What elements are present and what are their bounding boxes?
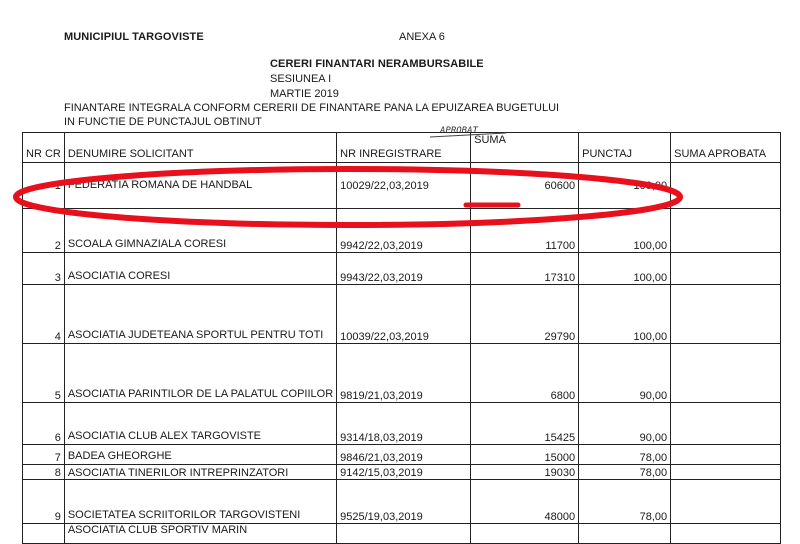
row-nr: 5 xyxy=(23,344,65,403)
row-nr: 4 xyxy=(23,285,65,344)
date-label: MARTIE 2019 xyxy=(270,88,339,100)
row-suma-aprobata xyxy=(671,480,781,524)
row-name: FEDERATIA ROMANA DE HANDBAL xyxy=(64,163,336,209)
table-row xyxy=(23,445,781,465)
table-row xyxy=(23,465,781,480)
table-row xyxy=(23,163,781,209)
row-suma: 29790 xyxy=(471,285,579,344)
row-registration: 9819/21,03,2019 xyxy=(337,344,471,403)
row-suma-aprobata xyxy=(671,465,781,480)
financing-description: FINANTARE INTEGRALA CONFORM CERERII DE FINANTARE PANA LA EPUIZAREA BUGETULUI xyxy=(64,102,560,114)
row-registration: 10039/22,03,2019 xyxy=(337,285,471,344)
row-suma-aprobata xyxy=(671,253,781,285)
col-suma-label: SUMA xyxy=(474,134,506,146)
row-name: ASOCIATIA TINERILOR INTREPRINZATORI xyxy=(64,465,336,480)
col-name: DENUMIRE SOLICITANT xyxy=(64,133,336,163)
row-name: ASOCIATIA CLUB SPORTIV MARIN xyxy=(64,524,336,544)
row-nr: 7 xyxy=(23,445,65,465)
row-registration: 9314/18,03,2019 xyxy=(337,403,471,445)
row-name: ASOCIATIA PARINTILOR DE LA PALATUL COPIILOR xyxy=(64,344,336,403)
annex-label: ANEXA 6 xyxy=(399,31,445,43)
row-suma-aprobata xyxy=(671,445,781,465)
row-registration: 9942/22,03,2019 xyxy=(337,209,471,253)
session-label: SESIUNEA I xyxy=(270,73,332,85)
col-suma xyxy=(471,133,579,163)
row-punctaj: 100,00 xyxy=(579,253,671,285)
col-punctaj: PUNCTAJ xyxy=(579,133,671,163)
row-suma-aprobata xyxy=(671,209,781,253)
document-title: CERERI FINANTARI NERAMBURSABILE xyxy=(270,58,484,70)
criteria-description: IN FUNCTIE DE PUNCTAJUL OBTINUT xyxy=(64,116,263,128)
table-row xyxy=(23,209,781,253)
table-row xyxy=(23,480,781,524)
row-suma: 17310 xyxy=(471,253,579,285)
col-nr: NR CR xyxy=(23,133,65,163)
row-suma: 11700 xyxy=(471,209,579,253)
handwritten-note: APROBAT xyxy=(440,126,478,136)
row-name: ASOCIATIA CLUB ALEX TARGOVISTE xyxy=(64,403,336,445)
table-row xyxy=(23,344,781,403)
row-nr: 9 xyxy=(23,480,65,524)
row-name: SOCIETATEA SCRIITORILOR TARGOVISTENI xyxy=(64,480,336,524)
row-punctaj: 100,00 xyxy=(579,209,671,253)
row-suma-aprobata xyxy=(671,344,781,403)
row-suma: 15000 xyxy=(471,445,579,465)
row-name: SCOALA GIMNAZIALA CORESI xyxy=(64,209,336,253)
row-punctaj: 78,00 xyxy=(579,480,671,524)
table-row xyxy=(23,285,781,344)
row-suma-aprobata xyxy=(671,403,781,445)
municipality-label: MUNICIPIUL TARGOVISTE xyxy=(64,31,204,43)
row-suma: 19030 xyxy=(471,465,579,480)
row-registration: 9142/15,03,2019 xyxy=(337,465,471,480)
row-punctaj: 90,00 xyxy=(579,403,671,445)
row-suma-aprobata xyxy=(671,285,781,344)
table-header-row xyxy=(23,133,781,163)
row-name: BADEA GHEORGHE xyxy=(64,445,336,465)
row-nr: 2 xyxy=(23,209,65,253)
row-punctaj: 90,00 xyxy=(579,344,671,403)
row-name: ASOCIATIA CORESI xyxy=(64,253,336,285)
row-nr: 1 xyxy=(23,163,65,209)
row-punctaj: 100,00 xyxy=(579,163,671,209)
table-row xyxy=(23,253,781,285)
row-nr: 8 xyxy=(23,465,65,480)
row-punctaj: 100,00 xyxy=(579,285,671,344)
applicants-table xyxy=(22,132,781,544)
row-name: ASOCIATIA JUDETEANA SPORTUL PENTRU TOTI xyxy=(64,285,336,344)
row-registration: 10029/22,03,2019 xyxy=(337,163,471,209)
col-registration: NR INREGISTRARE xyxy=(337,133,471,163)
row-suma: 6800 xyxy=(471,344,579,403)
row-nr: 6 xyxy=(23,403,65,445)
row-suma-aprobata xyxy=(671,163,781,209)
row-suma: 48000 xyxy=(471,480,579,524)
row-registration: 9943/22,03,2019 xyxy=(337,253,471,285)
row-punctaj: 78,00 xyxy=(579,445,671,465)
row-suma: 60600 xyxy=(471,163,579,209)
row-punctaj: 78,00 xyxy=(579,465,671,480)
table-row xyxy=(23,403,781,445)
col-suma-aprobata: SUMA APROBATA xyxy=(671,133,781,163)
row-registration: 9525/19,03,2019 xyxy=(337,480,471,524)
row-suma: 15425 xyxy=(471,403,579,445)
row-nr: 3 xyxy=(23,253,65,285)
row-registration: 9846/21,03,2019 xyxy=(337,445,471,465)
